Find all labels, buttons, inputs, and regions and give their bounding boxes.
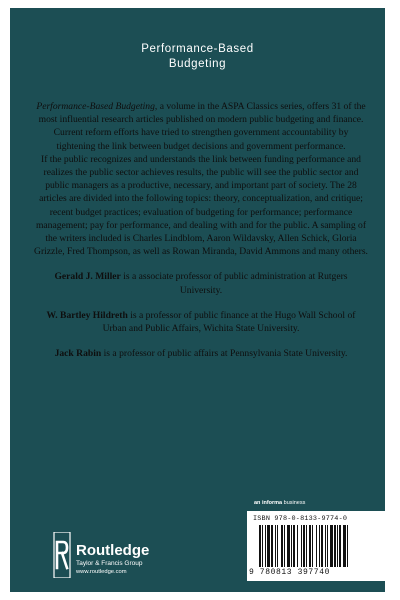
- barcode-number: 9 780813 397740: [249, 568, 331, 577]
- title-line-2: Budgeting: [168, 58, 227, 70]
- informa-bold: an informa: [254, 500, 283, 506]
- publisher-url: www.routledge.com: [76, 569, 127, 575]
- author-name: Gerald J. Miller: [54, 271, 121, 283]
- barcode-panel: [247, 511, 385, 581]
- author-bio-text: is a professor of public finance at the Hugo Wall School of Urban and Public Affairs, Wichita State University.: [102, 309, 356, 335]
- intro-paragraph: [34, 100, 368, 153]
- author-bio-text: is a professor of public affairs at Pennsylvania State University.: [101, 348, 348, 360]
- back-cover: [10, 8, 385, 592]
- author-bio-3: [34, 347, 368, 360]
- isbn-label: ISBN 978-0-8133-9774-0: [253, 515, 348, 523]
- publisher-name: Routledge: [76, 542, 150, 559]
- author-bio-1: [34, 270, 368, 296]
- page-edge: [385, 0, 400, 600]
- author-bio-2: [34, 309, 368, 335]
- barcode-icon: [259, 525, 373, 567]
- author-name: W. Bartley Hildreth: [46, 309, 128, 321]
- routledge-logo-icon: [52, 532, 72, 578]
- intro-book-title: Performance-Based Budgeting: [36, 101, 155, 112]
- book-title: [10, 42, 385, 72]
- author-bio-text: is a associate professor of public administration at Rutgers University.: [120, 271, 348, 296]
- informa-rest: business: [282, 500, 306, 506]
- description-paragraph: If the public recognizes and understands the link between funding performance and realizes the public sector achieves results, the public will see the public sector and public managers as a productive, necessary, and important part of society. The 28 articles are divided into the following topics: theory, conceptualization, and critique; recent budget practices; evaluation of budgeting for performance; performance management; pay for performance, and dealing with and for the public. A sampling of the writers included is Charles Lindblom, Aaron Wildavsky, Allen Schick, Gloria Grizzle, Fred Thompson, as well as Rowan Miranda, David Ammons and many others.: [34, 153, 368, 258]
- blurb: [34, 100, 368, 360]
- intro-text: , a volume in the ASPA Classics series, offers 31 of the most influential research articles published on modern public budgeting and finance. Current reform efforts have tried to strengthen government accountability by tightening the link between budget decisions and government performance.: [38, 101, 366, 152]
- title-line-1: Performance-Based: [141, 43, 254, 55]
- publisher-group: Taylor & Francis Group: [76, 560, 143, 567]
- informa-tagline: [254, 500, 305, 506]
- author-name: Jack Rabin: [54, 348, 102, 360]
